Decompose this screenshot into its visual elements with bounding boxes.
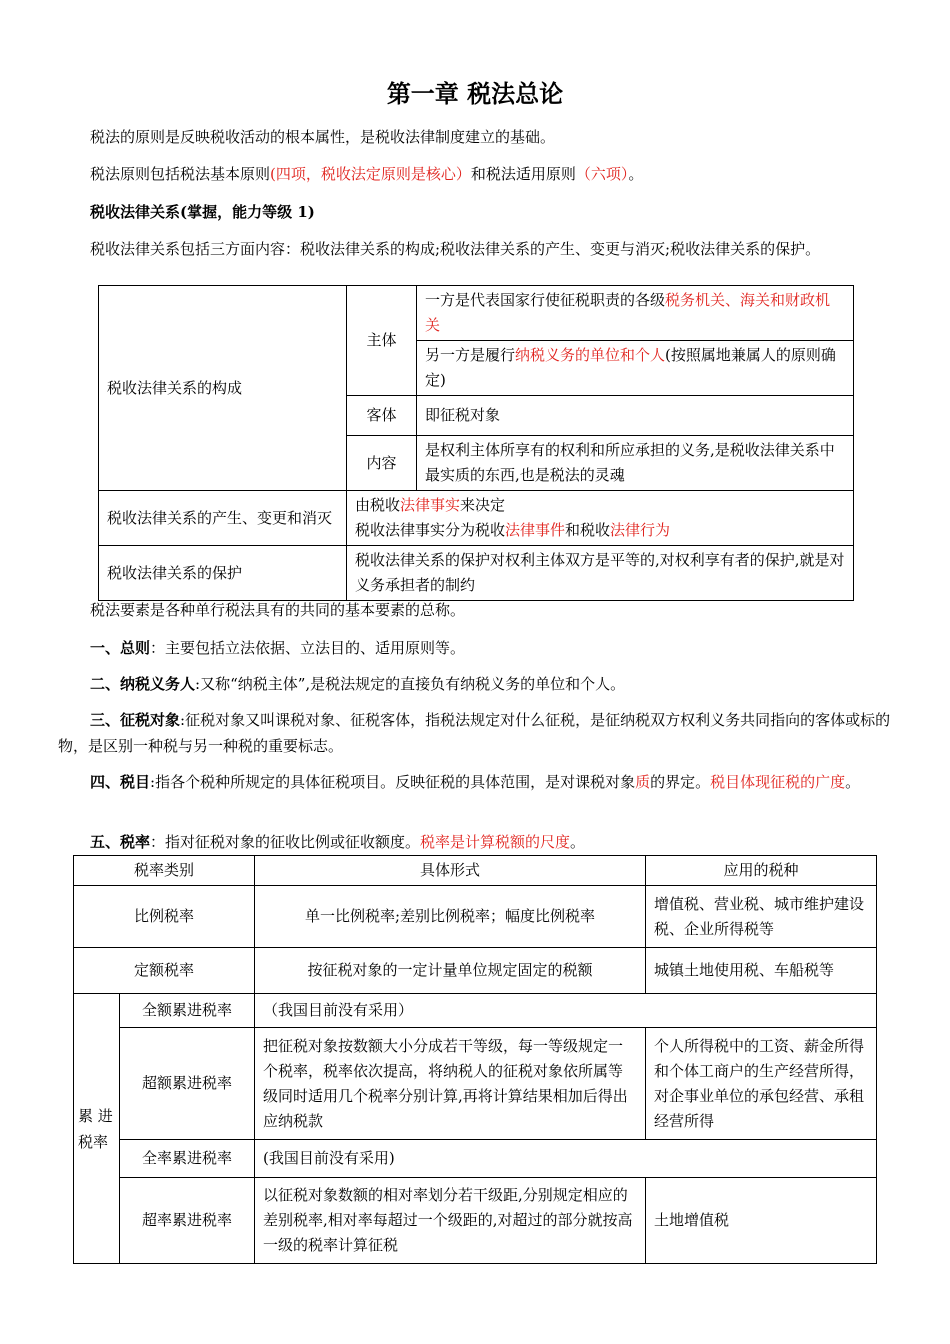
text-run: 的界定。 xyxy=(650,773,711,791)
cell-full-amount-form: （我国目前没有采用） xyxy=(255,994,877,1028)
cell-change: 税收法律关系的产生、变更和消灭 xyxy=(99,491,347,546)
text-run: 税法原则包括税法基本原则 xyxy=(90,165,271,183)
highlight-text: 纳税义务的单位和个人 xyxy=(515,346,666,364)
header-form: 具体形式 xyxy=(255,856,646,886)
cell-progressive: 累 进税率 xyxy=(74,994,120,1264)
tax-rate-table xyxy=(73,855,877,1264)
cell-excess-rate: 超率累进税率 xyxy=(120,1178,255,1264)
highlight-text: 税务机关、海关和财政机关 xyxy=(425,291,831,334)
cell-subject-desc-1 xyxy=(417,286,854,341)
text-run: 。 xyxy=(628,165,644,183)
cell-protect: 税收法律关系的保护 xyxy=(99,546,347,601)
cell-proportional-form: 单一比例税率;差别比例税率；幅度比例税率 xyxy=(255,886,646,948)
cell-full-rate: 全率累进税率 xyxy=(120,1140,255,1178)
text-run: :又称“纳税主体”,是税法规定的直接负有纳税义务的单位和个人。 xyxy=(195,675,626,693)
element-label: 五、税率 xyxy=(90,833,151,851)
highlight-text: 税目体现征税的广度 xyxy=(710,773,846,791)
cell-content: 内容 xyxy=(347,436,417,491)
paragraph-relation-intro: 税收法律关系包括三方面内容：税收法律关系的构成;税收法律关系的产生、变更与消灭;税收法律关系的保护。 xyxy=(90,240,821,258)
element-label: 三、征税对象 xyxy=(90,711,181,729)
element-label: 一、总则 xyxy=(90,639,151,657)
element-label: 二、纳税义务人 xyxy=(90,675,196,693)
element-taxpayer xyxy=(58,671,898,697)
cell-excess-amount: 超额累进税率 xyxy=(120,1028,255,1140)
cell-object: 客体 xyxy=(347,396,417,436)
paragraph-principles: 税法的原则是反映税收活动的根本属性，是税收法律制度建立的基础。 xyxy=(90,128,556,146)
cell-change-desc xyxy=(347,491,854,546)
highlight-text: (四项，税收法定原则是核心） xyxy=(270,165,471,183)
legal-relation-table xyxy=(98,285,854,601)
text-run: ：主要包括立法依据、立法目的、适用原则等。 xyxy=(150,639,466,657)
text-run: 由税收 xyxy=(355,496,401,514)
cell-excess-amount-form: 把征税对象按数额大小分成若干等级，每一等级规定一个税率，税率依次提高，将纳税人的征税对象依所属等级同时适用几个税率分别计算,再将计算结果相加后得出应纳税款 xyxy=(255,1028,646,1140)
cell-proportional-taxes: 增值税、营业税、城市维护建设税、企业所得税等 xyxy=(646,886,877,948)
element-general xyxy=(58,635,898,661)
element-label: 四、税目 xyxy=(90,773,151,791)
text-run: 和税收 xyxy=(565,521,611,539)
text-run: 和税法适用原则 xyxy=(470,165,576,183)
chapter-title: 第一章 税法总论 xyxy=(386,80,564,108)
element-tax-item xyxy=(58,769,898,795)
cell-excess-amount-taxes: 个人所得税中的工资、薪金所得和个体工商户的生产经营所得，对企事业单位的承包经营、承租经营所得 xyxy=(646,1028,877,1140)
cell-fixed-taxes: 城镇土地使用税、车船税等 xyxy=(646,948,877,994)
cell-subject: 主体 xyxy=(347,286,417,396)
cell-excess-rate-form: 以征税对象数额的相对率划分若干级距,分别规定相应的差别税率,相对率每超过一个级距的,对超过的部分就按高一级的税率计算征税 xyxy=(255,1178,646,1264)
cell-object-desc: 即征税对象 xyxy=(417,396,854,436)
highlight-text: 法律行为 xyxy=(610,521,671,539)
highlight-text: 法律事实 xyxy=(400,496,461,514)
text-run: 另一方是履行 xyxy=(425,346,516,364)
header-taxes: 应用的税种 xyxy=(646,856,877,886)
text-run: :征税对象又叫课税对象、征税客体，指税法规定对什么征税，是征纳税双方权利义务共同指向的客体或标的物，是区别一种税与另一种税的重要标志。 xyxy=(58,711,891,755)
cell-full-amount: 全额累进税率 xyxy=(120,994,255,1028)
paragraph-elements: 税法要素是各种单行税法具有的共同的基本要素的总称。 xyxy=(90,601,466,619)
cell-fixed-form: 按征税对象的一定计量单位规定固定的税额 xyxy=(255,948,646,994)
text-run: 一方是代表国家行使征税职责的各级 xyxy=(425,291,666,309)
text-run: ：指对征税对象的征收比例或征收额度。 xyxy=(150,833,421,851)
text-run: 。 xyxy=(845,773,861,791)
cell-proportional: 比例税率 xyxy=(74,886,255,948)
highlight-text: （六项） xyxy=(575,165,629,183)
text-run: 。 xyxy=(570,833,586,851)
highlight-text: 税率是计算税额的尺度 xyxy=(420,833,571,851)
text-run: 税收法律事实分为税收 xyxy=(355,521,506,539)
text-run: (按照属地兼属人的原则确定) xyxy=(425,346,836,389)
cell-full-rate-form: (我国目前没有采用) xyxy=(255,1140,877,1178)
section-heading: 税收法律关系(掌握，能力等级 1) xyxy=(90,203,315,221)
cell-excess-rate-taxes: 土地增值税 xyxy=(646,1178,877,1264)
cell-subject-desc-2 xyxy=(417,341,854,396)
element-tax-object xyxy=(58,707,898,759)
text-run: 来决定 xyxy=(460,496,506,514)
highlight-text: 法律事件 xyxy=(505,521,566,539)
cell-fixed: 定额税率 xyxy=(74,948,255,994)
header-rate-type: 税率类别 xyxy=(74,856,255,886)
cell-protect-desc: 税收法律关系的保护对权利主体双方是平等的,对权利享有者的保护,就是对义务承担者的制约 xyxy=(347,546,854,601)
highlight-text: 质 xyxy=(635,773,651,791)
text-run: :指各个税种所规定的具体征税项目。反映征税的具体范围，是对课税对象 xyxy=(150,773,636,791)
cell-composition: 税收法律关系的构成 xyxy=(99,286,347,491)
element-tax-rate xyxy=(58,829,898,855)
paragraph-principles-types xyxy=(58,161,898,187)
cell-content-desc: 是权利主体所享有的权利和所应承担的义务,是税收法律关系中最实质的东西,也是税法的灵魂 xyxy=(417,436,854,491)
